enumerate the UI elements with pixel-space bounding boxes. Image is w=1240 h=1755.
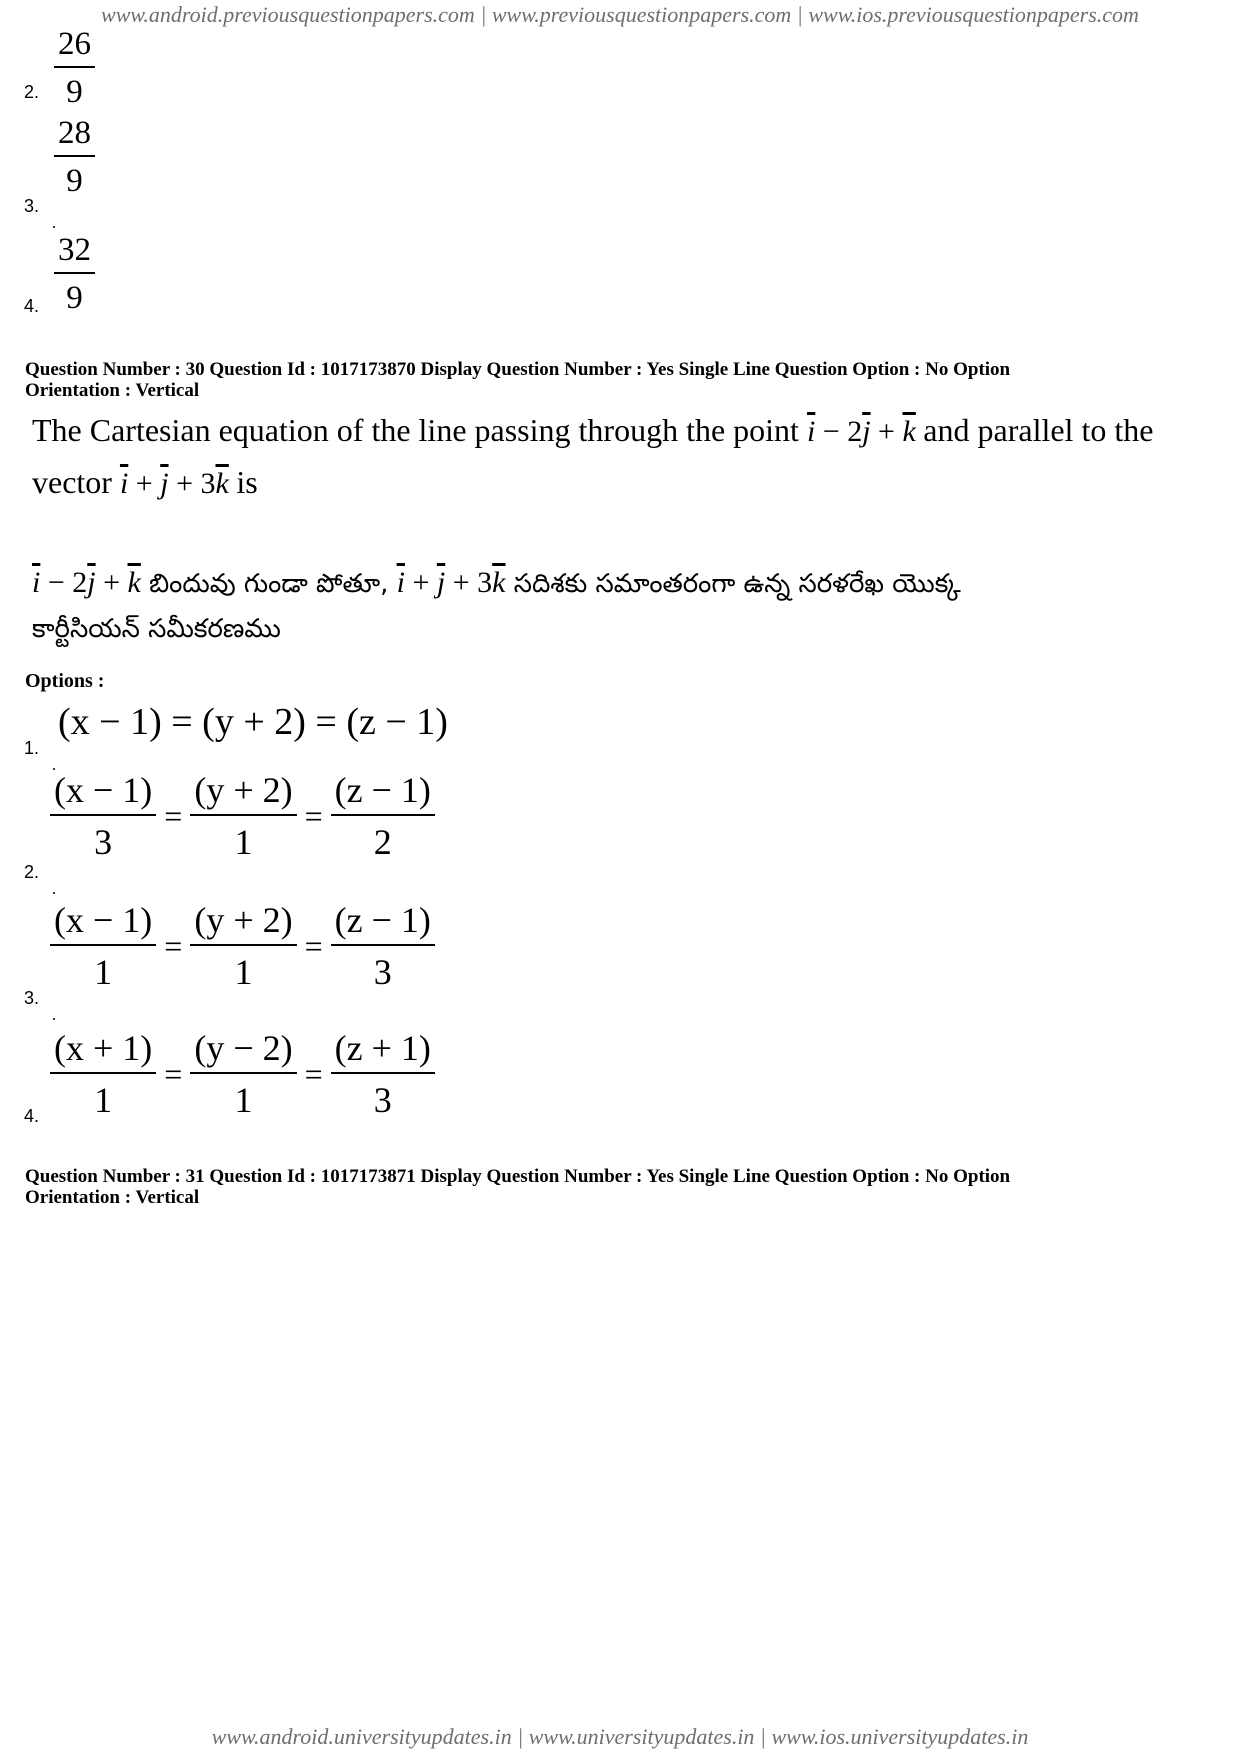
numerator: (y − 2) bbox=[190, 1030, 296, 1074]
dot-mark bbox=[53, 226, 55, 228]
denominator: 9 bbox=[66, 280, 83, 316]
dot-mark bbox=[53, 1018, 55, 1020]
footer-watermark: www.android.universityupdates.in | www.universityupdates.in | www.ios.universityupdates.in bbox=[211, 1724, 1029, 1749]
meta-line-2: Orientation : Vertical bbox=[25, 380, 200, 401]
equals-sign: = bbox=[164, 927, 183, 964]
fraction-y bbox=[190, 772, 296, 860]
fraction-z bbox=[331, 1030, 435, 1118]
fraction-y bbox=[190, 902, 296, 990]
denominator: 1 bbox=[234, 1080, 253, 1120]
fraction-x bbox=[50, 772, 156, 860]
denominator: 3 bbox=[94, 822, 113, 862]
numerator: (z + 1) bbox=[331, 1030, 435, 1074]
stem-text: is bbox=[236, 464, 258, 500]
numerator: (x + 1) bbox=[50, 1030, 156, 1074]
prev-option-1-fraction bbox=[54, 28, 95, 109]
equals-sign: = bbox=[164, 797, 183, 834]
meta-line-1: Question Number : 31 Question Id : 1017173871 Display Question Number : Yes Single Line Question Option : No Option bbox=[25, 1166, 1011, 1187]
option-2-number: 2. bbox=[24, 862, 40, 882]
numerator: (y + 2) bbox=[190, 902, 296, 946]
denominator: 1 bbox=[94, 952, 113, 992]
option-2-equation[interactable] bbox=[50, 772, 435, 860]
option-number: 2. bbox=[24, 82, 40, 102]
equals-sign: = bbox=[164, 1055, 183, 1092]
stem-text-te: బిందువు గుండా పోతూ, bbox=[149, 569, 389, 599]
numerator: (y + 2) bbox=[190, 772, 296, 816]
question-stem-telugu-line1 bbox=[32, 566, 961, 605]
equals-sign: = bbox=[304, 797, 323, 834]
fraction-y bbox=[190, 1030, 296, 1118]
stem-text: vector bbox=[32, 464, 112, 500]
point-vector bbox=[807, 415, 923, 448]
denominator: 3 bbox=[373, 1080, 392, 1120]
equals-sign: = bbox=[304, 927, 323, 964]
option-4-equation[interactable] bbox=[50, 1030, 435, 1118]
direction-vector: $\overline{i} + \overline{j} + 3\overline{k}$ bbox=[119, 467, 229, 500]
numerator: 26 bbox=[54, 28, 95, 68]
math-op: + bbox=[878, 415, 895, 448]
fraction-z bbox=[331, 772, 435, 860]
header-watermark: www.android.previousquestionpapers.com | www.previousquestionpapers.com | www.ios.previousquestionpapers.com bbox=[101, 2, 1139, 27]
option-3-number: 3. bbox=[24, 988, 40, 1008]
denominator: 3 bbox=[373, 952, 392, 992]
question-stem-english-line2 bbox=[32, 464, 258, 501]
option-number: 3. bbox=[24, 196, 40, 216]
stem-text: The Cartesian equation of the line passing through the point bbox=[32, 412, 799, 448]
numerator: (x − 1) bbox=[50, 772, 156, 816]
question-30-meta bbox=[25, 359, 1205, 401]
numerator: (x − 1) bbox=[50, 902, 156, 946]
vector-j: $\overline{j}$ bbox=[862, 415, 871, 448]
vector-i: $\overline{i}$ bbox=[806, 415, 816, 448]
numerator: 28 bbox=[54, 117, 95, 157]
dot-mark bbox=[53, 892, 55, 894]
question-31-meta bbox=[25, 1166, 1205, 1208]
stem-text: and parallel to the bbox=[923, 412, 1154, 448]
question-stem-telugu-line2: కార్టీసియన్ సమీకరణము bbox=[32, 614, 281, 644]
vector-k: $\overline{k}$ bbox=[902, 415, 916, 448]
numerator: 32 bbox=[54, 234, 95, 274]
fraction-x bbox=[50, 902, 156, 990]
prev-option-2-fraction bbox=[54, 117, 95, 198]
point-vector-te: $\overline{i} - 2\overline{j} + \overline{k}$ bbox=[32, 566, 141, 599]
denominator: 1 bbox=[234, 952, 253, 992]
meta-line-2: Orientation : Vertical bbox=[25, 1187, 200, 1208]
meta-line-1: Question Number : 30 Question Id : 1017173870 Display Question Number : Yes Single Line Question Option : No Option bbox=[25, 359, 1011, 380]
option-1-number: 1. bbox=[24, 738, 40, 758]
math-op: − 2 bbox=[822, 415, 863, 448]
equals-sign: = bbox=[304, 1055, 323, 1092]
options-label: Options : bbox=[25, 670, 105, 692]
fraction-z bbox=[331, 902, 435, 990]
option-1-equation[interactable]: (x − 1) = (y + 2) = (z − 1) bbox=[58, 701, 448, 743]
fraction-x bbox=[50, 1030, 156, 1118]
denominator: 2 bbox=[373, 822, 392, 862]
question-stem-english-line1 bbox=[32, 412, 1153, 449]
numerator: (z − 1) bbox=[331, 772, 435, 816]
option-4-number: 4. bbox=[24, 1106, 40, 1126]
denominator: 9 bbox=[66, 163, 83, 199]
option-number: 4. bbox=[24, 296, 40, 316]
numerator: (z − 1) bbox=[331, 902, 435, 946]
stem-text-te: సదిశకు సమాంతరంగా ఉన్న సరళరేఖ యొక్క bbox=[513, 569, 961, 599]
denominator: 1 bbox=[234, 822, 253, 862]
option-3-equation[interactable] bbox=[50, 902, 435, 990]
prev-option-3-fraction bbox=[54, 234, 95, 315]
denominator: 9 bbox=[66, 74, 83, 110]
denominator: 1 bbox=[94, 1080, 113, 1120]
direction-vector-te: $\overline{i} + \overline{j} + 3\overline{k}$ bbox=[396, 566, 506, 599]
